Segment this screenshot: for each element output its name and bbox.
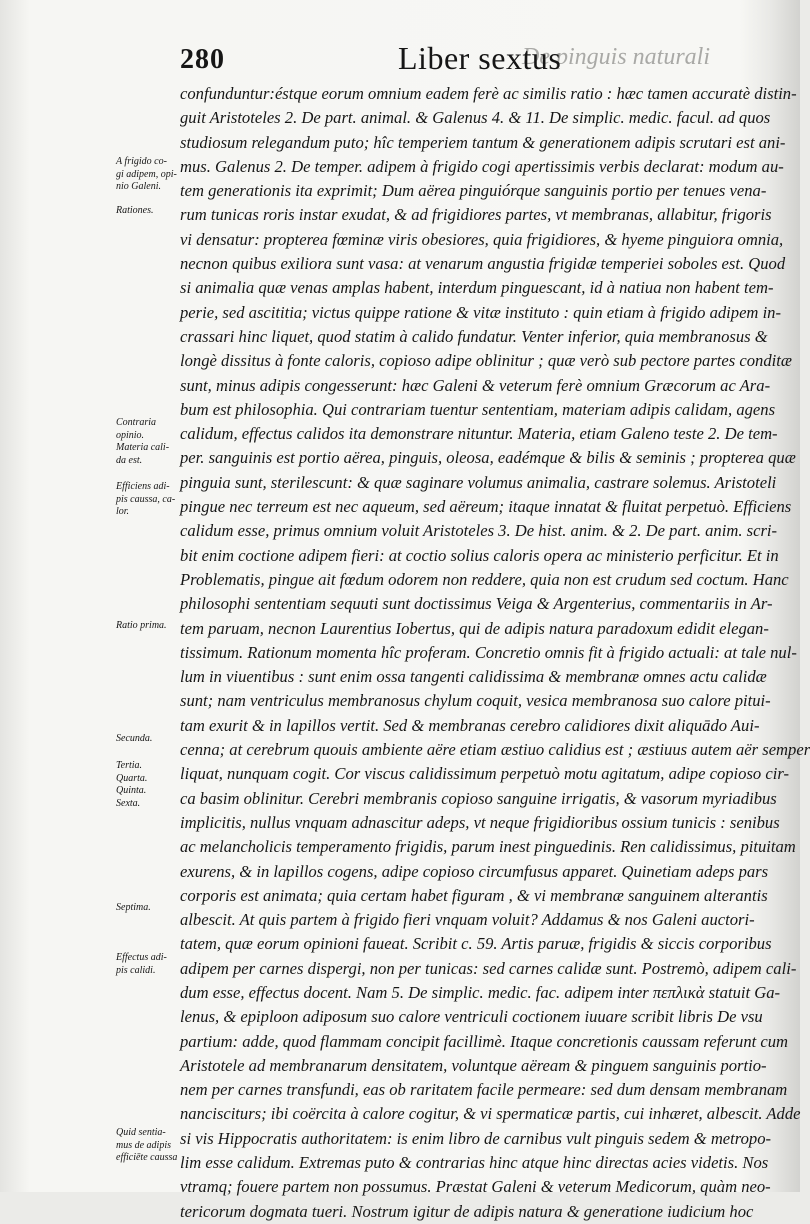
text-line: nancisciturs; ibi coërcita à calore cogitur, & vi spermaticæ partis, cui inhæret, albescit. Adde xyxy=(180,1104,801,1124)
margin-note-line: pis caussa, ca- xyxy=(116,493,176,505)
text-line: dum esse, effectus docent. Nam 5. De simplic. medic. fac. adipem inter πεπλικὰ statuit Ga- xyxy=(180,982,781,1002)
text-line: guit Aristoteles 2. De part. animal. & Galenus 4. & 11. De simplic. medic. facul. ad quos xyxy=(180,108,771,128)
text-line: vtramq; fouere partem non possumus. Præstat Galeni & veterum Medicorum, quàm neo- xyxy=(180,1177,771,1197)
text-line: si vis Hippocratis authoritatem: is enim libro de carnibus vult pinguis sedem & metropo- xyxy=(180,1128,772,1148)
text-line: vi densatur: propterea fœminæ viris obesiores, quia frigidiores, & hyeme pinguiora omnia, xyxy=(180,229,784,249)
text-line: nem per carnes transfundi, eas ob raritatem facile permeare: sed dum densam membranam xyxy=(180,1080,788,1100)
margin-note-line: opinio. xyxy=(116,429,145,441)
text-line: perie, sed ascititia; victus quippe ratione & vitæ instituto : quin etiam à frigido adipem in- xyxy=(180,302,781,322)
margin-note-line: efficiēte caussa xyxy=(116,1152,178,1164)
text-line: longè dissitus à fonte caloris, copioso adipe oblinitur ; quæ verò sub pectore partes conditæ xyxy=(180,351,792,371)
text-line: calidum esse, primus omnium voluit Aristoteles 3. De hist. anim. & 2. De part. anim. scri- xyxy=(180,521,778,541)
text-line: sunt, minus adipis congesserunt: hæc Galeni & veterum ferè omnium Græcorum ac Ara- xyxy=(180,375,771,395)
text-line: lim esse calidum. Extremas puto & contrarias hinc atque hinc directas acies videtis. Nos xyxy=(180,1153,769,1173)
margin-note xyxy=(116,620,188,633)
body-text xyxy=(180,82,810,1224)
margin-note-line: pis calidi. xyxy=(116,964,156,976)
text-line: tem generationis ita exprimit; Dum aërea pinguiórque sanguinis portio per tenues vena- xyxy=(180,181,767,201)
text-line: bum est philosophia. Qui contrariam tuentur sententiam, materiam adipis calidam, agens xyxy=(180,399,776,419)
margin-note-line: Ratio prima. xyxy=(116,620,167,631)
margin-note xyxy=(116,205,188,218)
page-number: 280 xyxy=(180,44,225,75)
margin-note-line: nio Galeni. xyxy=(116,181,161,193)
text-line: liquat, nunquam cogit. Cor viscus calidissimum perpetuò motu agitatum, adipe copioso cir- xyxy=(180,764,789,784)
margin-note-line: mus de adipis xyxy=(116,1139,171,1151)
margin-note-line: Quid sentia- xyxy=(116,1127,166,1138)
text-line: ca basim oblinitur. Cerebri membranis copioso sanguine irrigatis, & vasorum myriadibus xyxy=(180,788,777,808)
margin-note-line: Quarta. xyxy=(116,772,148,784)
margin-note-line: Tertia. xyxy=(116,760,143,771)
text-line: necnon quibus exiliora sunt vasa: at venarum angustia frigidæ temperiei soboles est. Quod xyxy=(180,254,786,274)
text-line: philosophi sententiam sequuti sunt doctissimus Veiga & Argenterius, commentariis in Ar- xyxy=(180,594,773,614)
text-line: adipem per carnes dispergi, non per tunicas: sed carnes calidæ sunt. Postremò, adipem cali- xyxy=(180,958,797,978)
text-line: implicitis, nullus vnquam adnascitur adeps, vt neque frigidioribus ossium tunicis : senibus xyxy=(180,812,780,832)
text-line: studiosum relegandum puto; hîc temperiem tantum & generationem adipis scrutari est ani- xyxy=(180,132,786,152)
text-line: tissimum. Rationum momenta hîc proferam. Concretio omnis fit à frigido actuali: at tale nul- xyxy=(180,642,797,662)
margin-note xyxy=(116,902,188,915)
margin-note-line: Effectus adi- xyxy=(116,952,167,963)
margin-note xyxy=(116,952,188,977)
margin-note xyxy=(116,156,188,194)
text-line: tem paruam, necnon Laurentius Iobertus, qui de adipis natura paradoxum edidit elegan- xyxy=(180,618,769,638)
text-line: lum in viuentibus : sunt enim ossa tangenti calidissima & membranæ omnes actu calidæ xyxy=(180,667,767,687)
text-line: per. sanguinis est portio aërea, pinguis, oleosa, eadémque & bilis & seminis ; propterea quæ xyxy=(180,448,796,468)
text-line: corporis est animata; quia certam habet figuram , & vi membranæ sanguinem alterantis xyxy=(180,885,768,905)
margin-note-line: Secunda. xyxy=(116,733,153,744)
text-line: bit enim coctione adipem fieri: at coctio solius caloris opera ac ministerio perficitur. Et in xyxy=(180,545,779,565)
text-line: mus. Galenus 2. De temper. adipem à frigido cogi apertissimis verbis declarat: modum au- xyxy=(180,156,784,176)
margin-note xyxy=(116,1127,188,1165)
text-line: pingue nec terreum est nec aqueum, sed aëreum; itaque innatat & fluitat perpetuò. Efficiens xyxy=(180,497,792,517)
margin-note-line: Sexta. xyxy=(116,797,141,809)
margin-note-line: Materia cali- xyxy=(116,442,170,454)
text-line: cenna; at cerebrum quouis ambiente aëre etiam æstiuo calidius est ; æstiuus autem aër semper xyxy=(180,740,810,760)
text-line: rum tunicas roris instar exudat, & ad frigidiores partes, vt membranas, allabitur, frigoris xyxy=(180,205,772,225)
text-line: pinguia sunt, sterilescunt: & quæ saginare volumus animalia, castrare solemus. Aristoteli xyxy=(180,472,777,492)
running-title: Liber sextus xyxy=(398,40,562,76)
text-line: Aristotele ad membranarum densitatem, voluntque aëream & pinguem sanguinis portio- xyxy=(180,1055,767,1075)
text-line: crassari hinc liquet, quod statim à calido fundatur. Venter inferior, quia membranosus & xyxy=(180,326,768,346)
text-line: Problematis, pingue ait fœdum odorem non reddere, quia non est crudum sed coctum. Hanc xyxy=(180,569,789,589)
text-line: si animalia quæ venas amplas habent, interdum pinguescant, id à natiua non habent tem- xyxy=(180,278,774,298)
text-line: tericorum dogmata tueri. Nostrum igitur de adipis natura & generatione iudicium hoc xyxy=(180,1201,754,1221)
margin-note-line: A frigido co- xyxy=(116,156,167,167)
margin-note-line: gi adipem, opi- xyxy=(116,168,177,180)
text-line: exurens, & in lapillos cogens, adipe copioso circumfusus apparet. Quinetiam adeps pars xyxy=(180,861,769,881)
text-line: tam exurit & in lapillos vertit. Sed & membranas cerebro calidiores dixit aliquādo Aui- xyxy=(180,715,760,735)
margin-note-line: Efficiens adi- xyxy=(116,481,170,492)
text-line: confunduntur:éstque eorum omnium eadem ferè ac similis ratio : hæc tamen accuratè distin- xyxy=(180,84,797,103)
text-line: tatem, quæ eorum opinioni faueat. Scribit c. 59. Artis paruæ, frigidis & siccis corporibus xyxy=(180,934,772,954)
margin-note xyxy=(116,733,188,746)
bleed-through-line: De pinguis naturali xyxy=(522,44,711,70)
text-line: lenus, & epiploon adiposum suo calore ventriculi coctionem iuuare scribit libris De vsu xyxy=(180,1007,763,1027)
margin-note xyxy=(116,481,188,519)
text-line: partium: adde, quod flammam concipit facillimè. Itaque concretionis caussam referunt cum xyxy=(180,1031,789,1051)
margin-note-line: da est. xyxy=(116,454,143,466)
margin-note-line: Septima. xyxy=(116,902,151,913)
margin-note xyxy=(116,760,188,810)
text-line: ac melancholicis temperamento frigidis, parum inest pinguedinis. Ren calidissimus, pituitam xyxy=(180,837,796,857)
text-line: albescit. At quis partem à frigido fieri vnquam voluit? Addamus & nos Galeni auctori- xyxy=(180,910,755,930)
margin-note-line: lor. xyxy=(116,506,130,518)
margin-note-line: Contraria xyxy=(116,417,157,428)
margin-note xyxy=(116,417,188,467)
text-line: sunt; nam ventriculus membranosus chylum coquit, vesica membranosa suo calore pitui- xyxy=(180,691,771,711)
margin-note-line: Quinta. xyxy=(116,785,147,797)
text-line: calidum, effectus calidos ita demonstrare nituntur. Materia, etiam Galeno teste 2. De tem- xyxy=(180,424,778,444)
margin-note-line: Rationes. xyxy=(116,205,154,216)
